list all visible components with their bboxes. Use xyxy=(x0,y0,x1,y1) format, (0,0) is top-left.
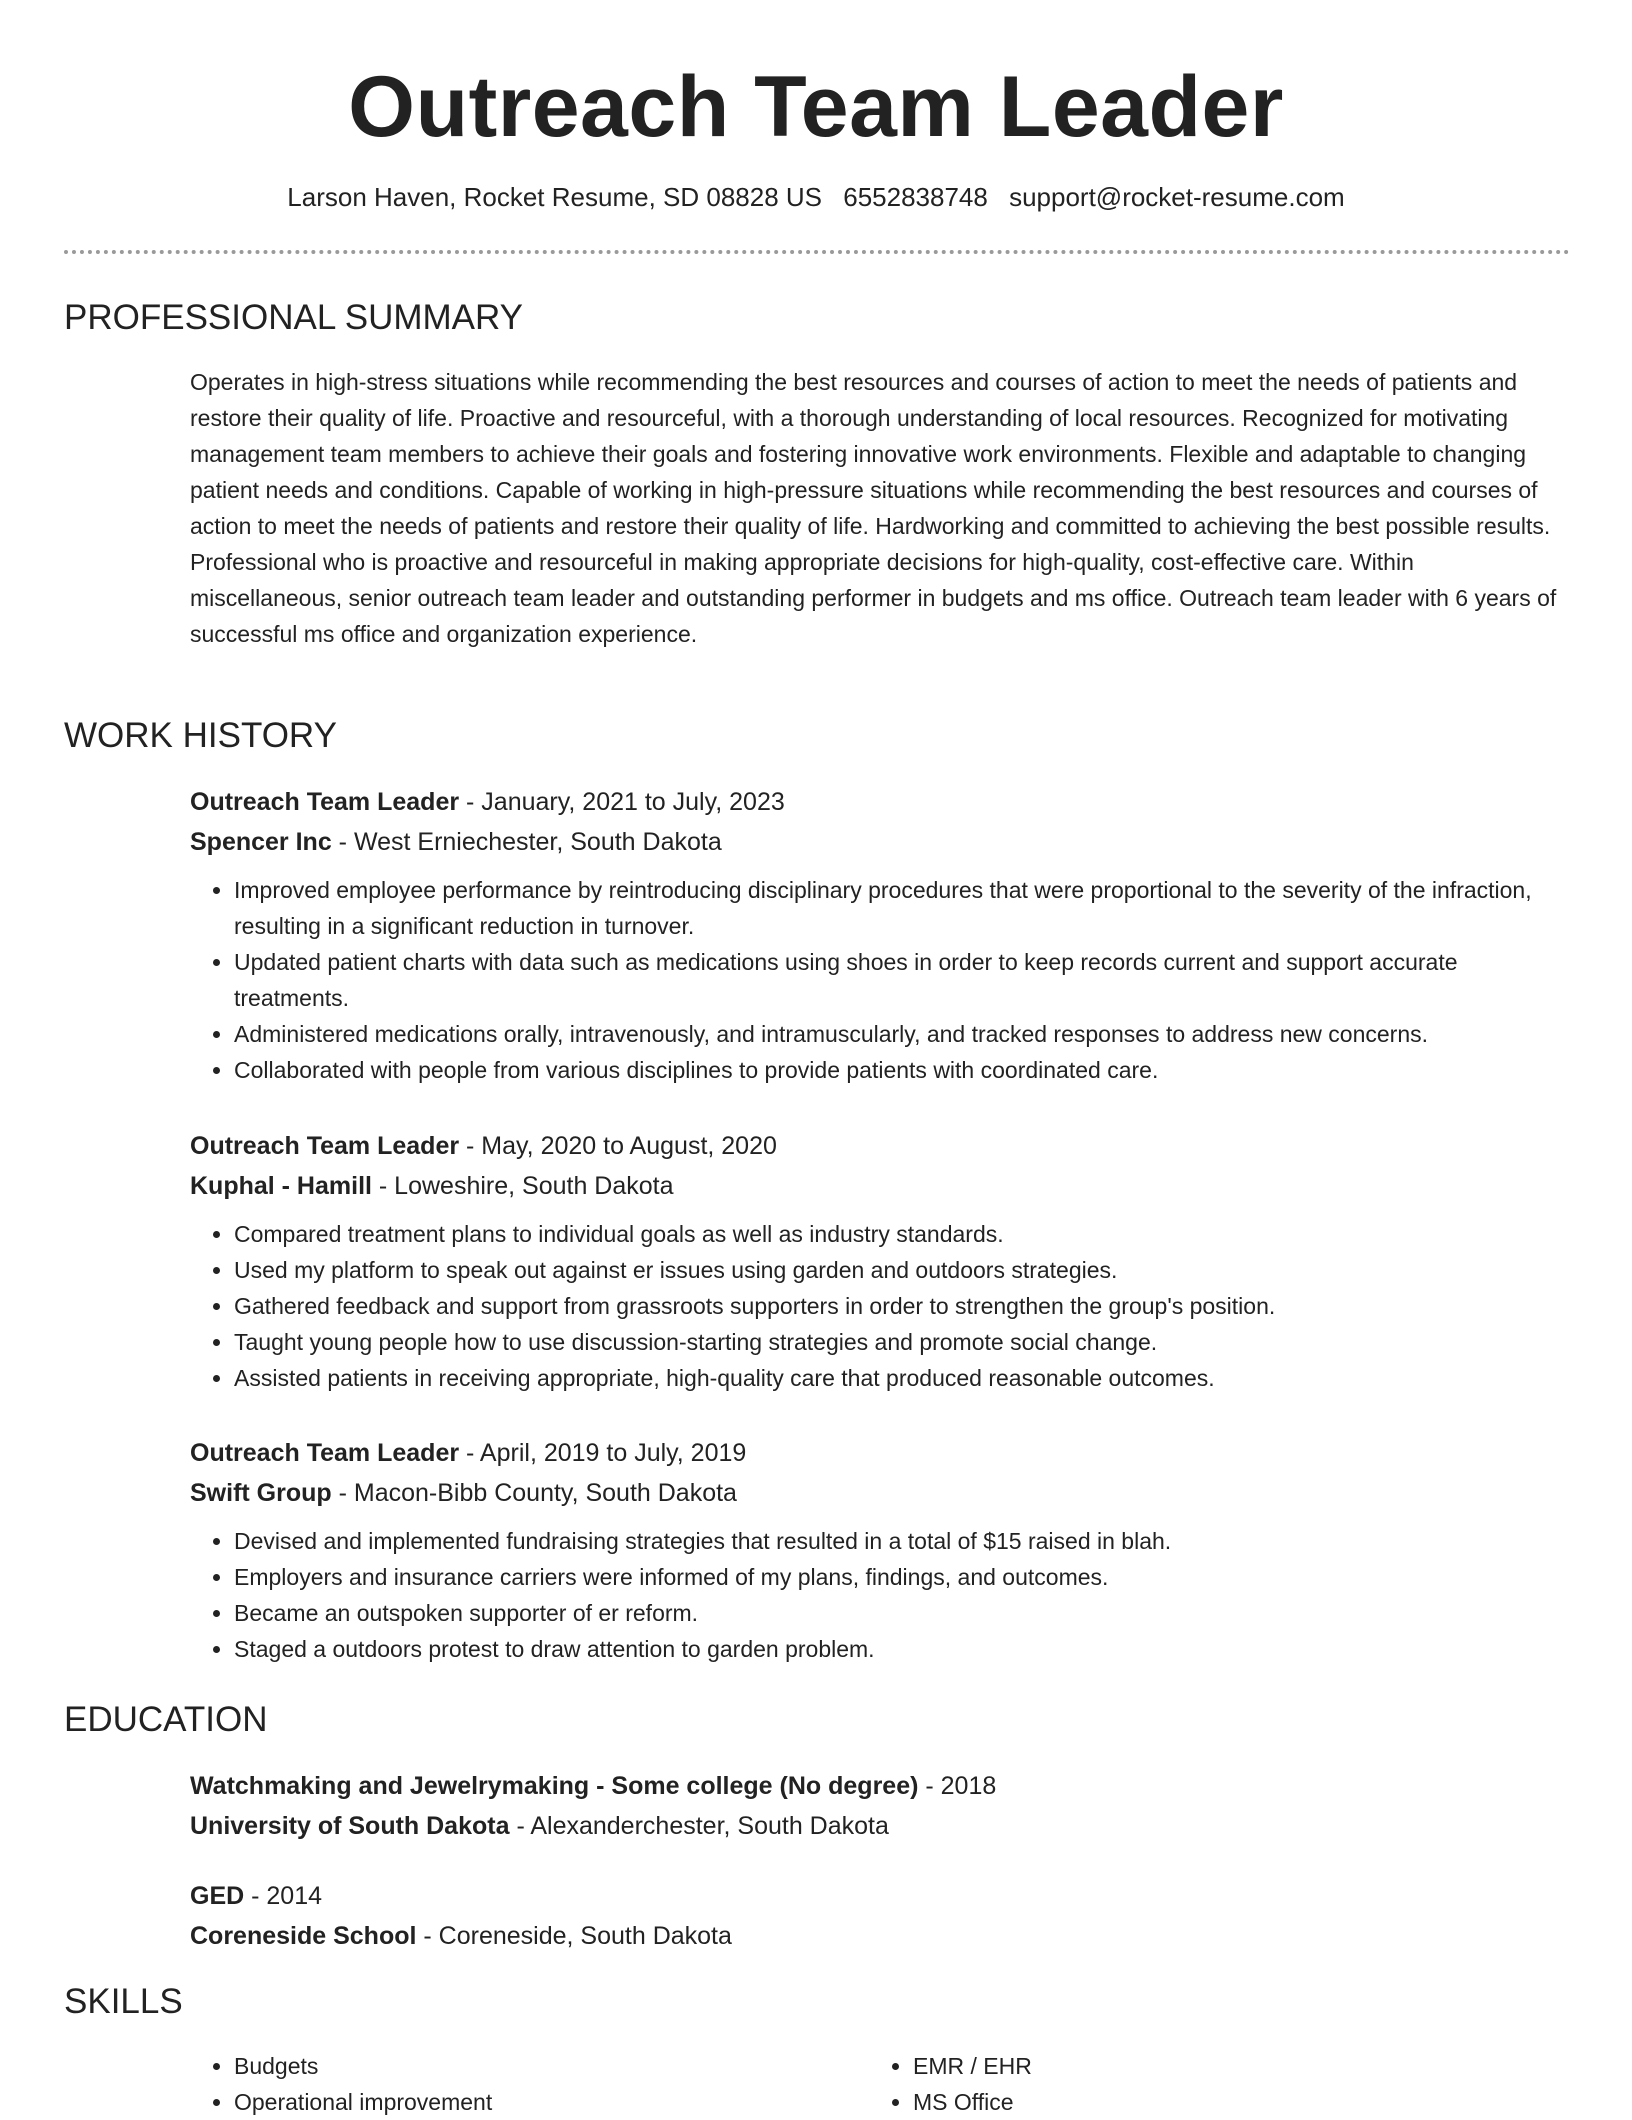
list-item: • Updated patient charts with data such as medications using shoes in order to keep records current and support accurate treatments. xyxy=(234,944,1570,1016)
education-location: - Alexanderchester, South Dakota xyxy=(509,1812,889,1840)
job-role: Outreach Team Leader xyxy=(190,1439,460,1467)
skills-column-right xyxy=(869,2048,1469,2120)
job-title-line xyxy=(190,1126,1570,1166)
job-title-line xyxy=(190,782,1570,822)
education-school: University of South Dakota xyxy=(190,1812,510,1840)
education-year: - 2014 xyxy=(244,1882,323,1910)
education-year: - 2018 xyxy=(918,1772,997,1800)
job-dates: - April, 2019 to July, 2019 xyxy=(459,1439,747,1467)
job-entry xyxy=(190,782,1570,1088)
contact-address: Larson Haven, Rocket Resume, SD 08828 US xyxy=(287,182,822,212)
job-company-line xyxy=(190,822,1570,862)
list-item: • Compared treatment plans to individual goals as well as industry standards. xyxy=(234,1216,1570,1252)
job-company: Spencer Inc xyxy=(190,828,332,856)
contact-line xyxy=(0,182,1632,213)
education-degree-line xyxy=(190,1766,1570,1806)
job-company-line xyxy=(190,1166,1570,1206)
job-company: Swift Group xyxy=(190,1479,332,1507)
job-company: Kuphal - Hamill xyxy=(190,1172,372,1200)
skill-item: • MS Office xyxy=(913,2084,1469,2120)
header-divider xyxy=(64,250,1570,254)
skill-item: • EMR / EHR xyxy=(913,2048,1469,2084)
skill-item: • Operational improvement xyxy=(234,2084,790,2120)
job-bullets xyxy=(190,872,1570,1088)
skills-column-left xyxy=(190,2048,790,2120)
list-item: • Gathered feedback and support from grassroots supporters in order to strengthen the group's position. xyxy=(234,1288,1570,1324)
education-degree-line xyxy=(190,1876,1570,1916)
list-item: • Employers and insurance carriers were informed of my plans, findings, and outcomes. xyxy=(234,1559,1570,1595)
summary-block xyxy=(190,364,1570,652)
job-dates: - May, 2020 to August, 2020 xyxy=(459,1132,777,1160)
job-company-line xyxy=(190,1473,1570,1513)
job-entry xyxy=(190,1126,1570,1396)
education-location: - Coreneside, South Dakota xyxy=(416,1922,732,1950)
education-school-line xyxy=(190,1916,1570,1956)
list-item: • Became an outspoken supporter of er reform. xyxy=(234,1595,1570,1631)
skill-item: • Budgets xyxy=(234,2048,790,2084)
contact-email[interactable]: support@rocket-resume.com xyxy=(1009,182,1345,212)
education-entry xyxy=(190,1766,1570,1846)
job-location: - West Erniechester, South Dakota xyxy=(331,828,722,856)
contact-phone: 6552838748 xyxy=(843,182,988,212)
education-degree: Watchmaking and Jewelrymaking - Some college (No degree) xyxy=(190,1772,919,1800)
education-entry xyxy=(190,1876,1570,1956)
list-item: • Staged a outdoors protest to draw attention to garden problem. xyxy=(234,1631,1570,1667)
education-degree: GED xyxy=(190,1882,245,1910)
list-item: • Taught young people how to use discussion-starting strategies and promote social change. xyxy=(234,1324,1570,1360)
job-bullets xyxy=(190,1523,1570,1667)
job-dates: - January, 2021 to July, 2023 xyxy=(459,788,785,816)
education-heading: EDUCATION xyxy=(64,1700,268,1739)
work-history-heading: WORK HISTORY xyxy=(64,716,337,755)
list-item: • Administered medications orally, intravenously, and intramuscularly, and tracked responses to address new concerns. xyxy=(234,1016,1570,1052)
job-title-line xyxy=(190,1433,1570,1473)
skills-heading: SKILLS xyxy=(64,1982,183,2021)
summary-heading: PROFESSIONAL SUMMARY xyxy=(64,298,523,337)
list-item: • Used my platform to speak out against er issues using garden and outdoors strategies. xyxy=(234,1252,1570,1288)
resume-title: Outreach Team Leader xyxy=(348,59,1284,155)
education-school: Coreneside School xyxy=(190,1922,417,1950)
education-school-line xyxy=(190,1806,1570,1846)
list-item: • Assisted patients in receiving appropriate, high-quality care that produced reasonable outcomes. xyxy=(234,1360,1570,1396)
list-item: • Improved employee performance by reintroducing disciplinary procedures that were proportional to the severity of the infraction, resulting in a significant reduction in turnover. xyxy=(234,872,1570,944)
job-bullets xyxy=(190,1216,1570,1396)
list-item: • Devised and implemented fundraising strategies that resulted in a total of $15 raised in blah. xyxy=(234,1523,1570,1559)
list-item: • Collaborated with people from various disciplines to provide patients with coordinated care. xyxy=(234,1052,1570,1088)
job-role: Outreach Team Leader xyxy=(190,788,460,816)
summary-text: Operates in high-stress situations while recommending the best resources and courses of action to meet the needs of patients and restore their quality of life. Proactive and resourceful, with a thorough understanding of local resources. Recognized for motivating management team members to achieve their goals and fostering innovative work environments. Flexible and adaptable to changing patient needs and conditions. Capable of working in high-pressure situations while recommending the best resources and courses of action to meet the needs of patients and restore their quality of life. Hardworking and committed to achieving the best possible results. Professional who is proactive and resourceful in making appropriate decisions for high-quality, cost-effective care. Within miscellaneous, senior outreach team leader and outstanding performer in budgets and ms office. Outreach team leader with 6 years of successful ms office and organization experience. xyxy=(190,369,1557,647)
job-role: Outreach Team Leader xyxy=(190,1132,460,1160)
job-location: - Macon-Bibb County, South Dakota xyxy=(331,1479,737,1507)
job-location: - Loweshire, South Dakota xyxy=(371,1172,674,1200)
job-entry xyxy=(190,1433,1570,1667)
